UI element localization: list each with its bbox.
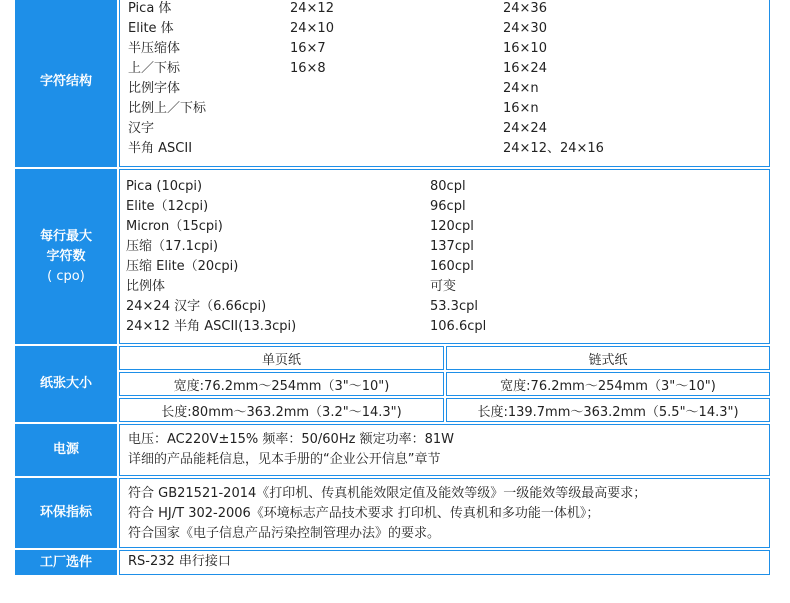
max-chars-label-line3: ( cpo)	[47, 268, 85, 284]
max-chars-value: 120cpl	[430, 219, 474, 234]
paper-size-label: 纸张大小	[15, 346, 117, 422]
char-structure-value-2: 24×30	[503, 21, 547, 36]
continuous-paper-header: 链式纸	[446, 346, 770, 370]
max-chars-mode: 24×12 半角 ASCII(13.3cpi)	[126, 319, 297, 334]
char-structure-name: 比例上／下标	[128, 101, 207, 116]
power-label: 电源	[15, 424, 117, 476]
char-structure-value-1: 16×8	[290, 61, 326, 76]
char-structure-content	[119, 0, 770, 167]
single-sheet-length: 长度:80mm～363.2mm（3.2"～14.3")	[119, 398, 444, 422]
char-structure-value-2: 16×10	[503, 41, 547, 56]
char-structure-name: Elite 体	[128, 21, 174, 36]
power-line-1: 电压：AC220V±15% 频率：50/60Hz 额定功率：81W	[128, 432, 454, 447]
power-content	[119, 424, 770, 476]
char-structure-name: Pica 体	[128, 1, 172, 16]
max-chars-mode: 24×24 汉字（6.66cpi)	[126, 299, 267, 314]
max-chars-mode: Elite（12cpi)	[126, 199, 209, 214]
power-line-2: 详细的产品能耗信息，见本手册的“企业公开信息”章节	[128, 452, 441, 467]
char-structure-value-2: 24×36	[503, 1, 547, 16]
single-sheet-header: 单页纸	[119, 346, 444, 370]
max-chars-value: 106.6cpl	[430, 319, 487, 334]
max-chars-label-line2: 字符数	[46, 248, 86, 264]
factory-option-row	[15, 550, 770, 575]
max-chars-content	[119, 169, 770, 344]
continuous-paper-length: 长度:139.7mm～363.2mm（5.5"～14.3")	[446, 398, 770, 422]
max-chars-row	[15, 169, 770, 344]
char-structure-value-2: 24×12、24×16	[503, 141, 604, 156]
paper-size-row	[15, 346, 770, 422]
environment-line-3: 符合国家《电子信息产品污染控制管理办法》的要求。	[128, 526, 441, 541]
char-structure-value-1: 24×12	[290, 1, 334, 16]
max-chars-value: 137cpl	[430, 239, 474, 254]
char-structure-label: 字符结构	[15, 0, 117, 167]
char-structure-value-1: 24×10	[290, 21, 334, 36]
environment-line-1: 符合 GB21521-2014《打印机、传真机能效限定值及能效等级》一级能效等级最高要求；	[128, 486, 647, 501]
factory-option-content	[119, 550, 770, 575]
char-structure-value-2: 24×n	[503, 81, 539, 96]
max-chars-mode: 压缩 Elite（20cpi)	[126, 259, 239, 274]
char-structure-name: 半角 ASCII	[128, 141, 193, 156]
max-chars-value: 可变	[430, 279, 457, 294]
max-chars-value: 53.3cpl	[430, 299, 478, 314]
char-structure-row	[15, 0, 770, 167]
char-structure-value-2: 16×n	[503, 101, 539, 116]
power-row	[15, 424, 770, 476]
max-chars-mode: Micron（15cpi)	[126, 219, 223, 234]
environment-label: 环保指标	[15, 478, 117, 548]
environment-row	[15, 478, 770, 548]
factory-option-label: 工厂选件	[15, 550, 117, 575]
max-chars-mode: 比例体	[126, 279, 166, 294]
continuous-paper-width: 宽度:76.2mm～254mm（3"～10")	[446, 372, 770, 396]
max-chars-value: 80cpl	[430, 179, 466, 194]
max-chars-label-line1: 每行最大	[39, 228, 92, 244]
char-structure-value-2: 16×24	[503, 61, 547, 76]
environment-content	[119, 478, 770, 548]
char-structure-name: 半压缩体	[128, 41, 181, 56]
max-chars-value: 96cpl	[430, 199, 466, 214]
max-chars-value: 160cpl	[430, 259, 474, 274]
environment-line-2: 符合 HJ/T 302-2006《环境标志产品技术要求 打印机、传真机和多功能一体机》；	[128, 506, 600, 521]
max-chars-mode: Pica (10cpi)	[126, 179, 203, 194]
factory-option-value: RS-232 串行接口	[128, 554, 231, 569]
char-structure-name: 比例字体	[128, 81, 181, 96]
char-structure-name: 汉字	[128, 121, 155, 136]
max-chars-label	[15, 169, 117, 344]
max-chars-mode: 压缩（17.1cpi)	[126, 239, 219, 254]
char-structure-value-2: 24×24	[503, 121, 547, 136]
char-structure-value-1: 16×7	[290, 41, 326, 56]
char-structure-name: 上／下标	[128, 61, 181, 76]
single-sheet-width: 宽度:76.2mm～254mm（3"～10")	[119, 372, 444, 396]
